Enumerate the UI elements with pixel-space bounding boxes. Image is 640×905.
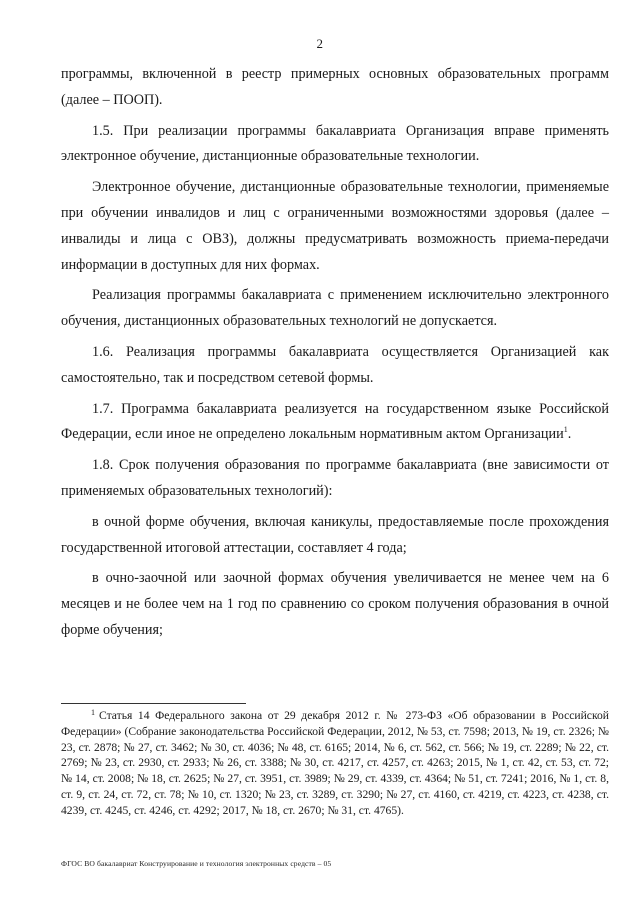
paragraph-e-learning-disabled: Электронное обучение, дистанционные образовательные технологии, применяемые при обучении инвалидов и лиц с ограниченными возможностями здоровья (далее – инвалиды и лица с ОВЗ), должны предусматривать возможность приема-передачи информации в доступных для них формах.: [61, 179, 609, 273]
paragraph-1-5: 1.5. При реализации программы бакалавриата Организация вправе применять электронное обучение, дистанционные образовательные технологии.: [61, 122, 609, 165]
page-footer: ФГОС ВО бакалавриат Конструирование и технология электронных средств – 05: [61, 859, 332, 868]
footnote-text: Статья 14 Федерального закона от 29 декабря 2012 г. № 273-ФЗ «Об образовании в Российской Федерации» (Собрание законодательства Российской Федерации, 2012, № 53, ст. 7598; 2013, № 19, ст. 2326; № 23, ст. 2878; № 27, ст. 3462; № 30, ст. 4036; № 48, ст. 6165; 2014, № 6, ст. 562, ст. 566; № 19, ст. 2289; № 22, ст. 2769; № 23, ст. 2930, ст. 2933; № 26, ст. 3388; № 30, ст. 4217, ст. 4257, ст. 4263; 2015, № 1, ст. 42, ст. 53, ст. 72; № 14, ст. 2008; № 18, ст. 2625; № 27, ст. 3951, ст. 3989; № 29, ст. 4339, ст. 4364; № 51, ст. 7241; 2016, № 1, ст. 8, ст. 9, ст. 24, ст. 72, ст. 78; № 10, ст. 1320; № 23, ст. 3289, ст. 3290; № 27, ст. 4160, ст. 4219, ст. 4223, ст. 4238, ст. 4239, ст. 4245, ст. 4246, ст. 4292; 2017, № 18, ст. 2670; № 31, ст. 4765).: [61, 709, 609, 817]
page-number: 2: [316, 36, 324, 51]
paragraph-full-time: в очной форме обучения, включая каникулы, предоставляемые после прохождения государственной итоговой аттестации, составляет 4 года;: [61, 513, 609, 556]
footnote-divider: [61, 703, 246, 704]
paragraph-e-learning-exclusive: Реализация программы бакалавриата с применением исключительно электронного обучения, дистанционных образовательных технологий не допускается.: [61, 287, 609, 330]
footnote-reference: 1: [563, 425, 568, 435]
document-body: [61, 62, 609, 649]
paragraph-1-8: 1.8. Срок получения образования по программе бакалавриата (вне зависимости от применяемых образовательных технологий):: [61, 457, 609, 499]
paragraph-1-7-text: 1.7. Программа бакалавриата реализуется на государственном языке Российской Федерации, если иное не определено локальным нормативным актом Организации: [61, 400, 609, 443]
paragraph-1-7-period: .: [567, 426, 572, 443]
paragraph-1-6: 1.6. Реализация программы бакалавриата осуществляется Организацией как самостоятельно, так и посредством сетевой формы.: [61, 343, 609, 386]
paragraph-1-7: [61, 397, 609, 449]
footnote: [61, 708, 609, 819]
paragraph-continuation: программы, включенной в реестр примерных основных образовательных программ (далее – ПООП).: [61, 66, 609, 108]
footnote-marker: 1: [91, 708, 95, 717]
paragraph-part-time: в очно-заочной или заочной формах обучения увеличивается не менее чем на 6 месяцев и не более чем на 1 год по сравнению со сроком получения образования в очной форме обучения;: [61, 570, 609, 638]
